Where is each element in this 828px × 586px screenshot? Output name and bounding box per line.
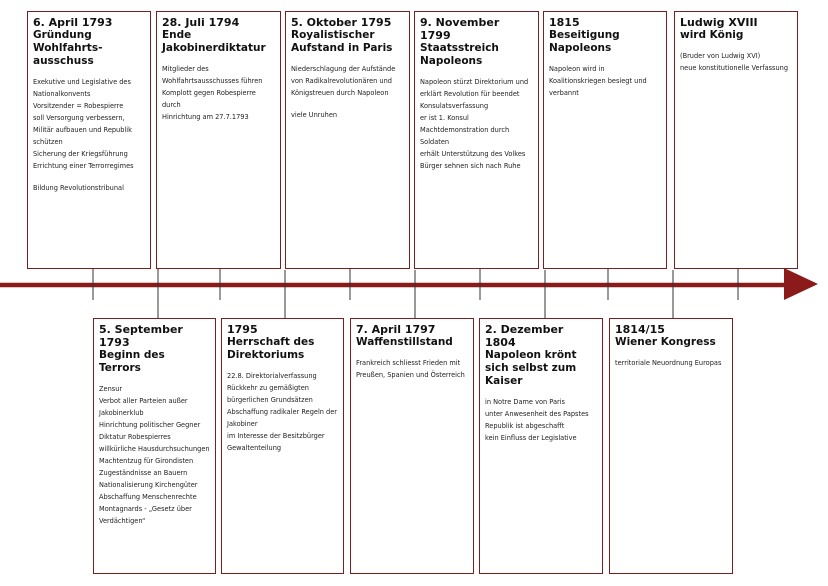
event-title: Beginn des Terrors — [99, 349, 165, 374]
event-card-wiener-kongress — [609, 318, 733, 574]
event-note: Hinrichtung am 27.7.1793 — [162, 113, 249, 121]
event-title: wird König — [680, 29, 744, 41]
event-note: in Notre Dame von Paris — [485, 398, 565, 406]
event-card-beseitigung-napoleons — [543, 11, 667, 269]
event-note: 22.8. Direktorialverfassung — [227, 372, 317, 380]
event-card-staatsstreich — [414, 11, 539, 269]
event-title: Royalistischer Aufstand in Paris — [291, 29, 393, 54]
event-date: Ludwig XVIII — [680, 16, 758, 29]
event-note: Zensur — [99, 385, 123, 393]
event-note: Diktatur Robespierres — [99, 433, 171, 441]
event-note: Zugeständnisse an Bauern — [99, 469, 188, 477]
timeline-arrowhead — [784, 268, 818, 300]
event-card-beginn-des-terrors — [93, 318, 216, 574]
event-note: Machtdemonstration durch Soldaten — [420, 126, 510, 146]
event-card-kaiserkroenung — [479, 318, 603, 574]
event-note: Mitglieder des Wohlfahrtsausschusses führen Komplott gegen Robespierre durch — [162, 65, 263, 109]
event-title: Gründung Wohlfahrts-ausschuss — [33, 29, 103, 67]
event-note: Bürger sehnen sich nach Ruhe — [420, 162, 521, 170]
event-title: Herrschaft des Direktoriums — [227, 336, 315, 361]
event-note: er ist 1. Konsul — [420, 114, 469, 122]
event-date: 28. Juli 1794 — [162, 16, 240, 29]
event-note: kein Einfluss der Legislative — [485, 434, 577, 442]
event-title: Staatsstreich Napoleons — [420, 42, 499, 67]
event-note: Napoleon wird in Koalitionskriegen besiegt und verbannt — [549, 65, 647, 97]
event-note: soll Versorgung verbessern, Militär aufbauen und Republik schützen — [33, 114, 132, 146]
event-note: Bildung Revolutionstribunal — [33, 184, 124, 192]
event-card-ende-jakobinerdiktatur — [156, 11, 281, 269]
event-note: neue konstitutionelle Verfassung — [680, 64, 789, 72]
event-note: Frankreich schliesst Frieden mit Preußen, Spanien und Österreich — [356, 359, 465, 379]
event-note: Abschaffung radikaler Regeln der Jakobiner — [227, 408, 338, 428]
event-card-direktorium — [221, 318, 344, 574]
event-note: territoriale Neuordnung Europas — [615, 359, 722, 367]
event-note: Konsulatsverfassung — [420, 102, 489, 110]
event-note: Montagnards - „Gesetz über Verdächtigen“ — [99, 505, 192, 525]
event-date: 2. Dezember 1804 — [485, 323, 564, 349]
event-note: Verbot aller Parteien außer Jakobinerklub — [99, 397, 188, 417]
event-title: Waffenstillstand — [356, 336, 453, 348]
event-title: Wiener Kongress — [615, 336, 716, 348]
event-note: Vorsitzender = Robespierre — [33, 102, 124, 110]
event-note: Napoleon stürzt Direktorium und erklärt Revolution für beendet — [420, 78, 529, 98]
event-date: 1814/15 — [615, 323, 665, 336]
event-note: willkürliche Hausdurchsuchungen — [99, 445, 210, 453]
event-date: 5. September 1793 — [99, 323, 183, 349]
event-card-wohlfahrtsausschuss — [27, 11, 151, 269]
event-note: erhält Unterstützung des Volkes — [420, 150, 526, 158]
event-title: Beseitigung Napoleons — [549, 29, 620, 54]
event-note: Gewaltenteilung — [227, 444, 282, 452]
event-note: Niederschlagung der Aufstände von Radikalrevolutionären und Königstreuen durch Napoleon — [291, 65, 396, 97]
event-note: (Bruder von Ludwig XVI) — [680, 52, 761, 60]
event-note: Exekutive und Legislative des Nationalkonvents — [33, 78, 131, 98]
event-note: Nationalisierung Kirchengüter — [99, 481, 198, 489]
event-title: Ende Jakobinerdiktatur — [162, 29, 266, 54]
event-date: 7. April 1797 — [356, 323, 436, 336]
event-date: 6. April 1793 — [33, 16, 113, 29]
event-note: im Interesse der Besitzbürger — [227, 432, 325, 440]
event-date: 5. Oktober 1795 — [291, 16, 392, 29]
event-note: Republik ist abgeschafft — [485, 422, 565, 430]
event-note: Sicherung der Kriegsführung — [33, 150, 128, 158]
event-date: 1795 — [227, 323, 258, 336]
event-title: Napoleon krönt sich selbst zum Kaiser — [485, 349, 577, 387]
event-note: Machtentzug für Girondisten — [99, 457, 194, 465]
event-note: Hinrichtung politischer Gegner — [99, 421, 201, 429]
event-card-waffenstillstand — [350, 318, 474, 574]
event-date: 9. November 1799 — [420, 16, 500, 42]
event-note: Rückkehr zu gemäßigten bürgerlichen Grundsätzen — [227, 384, 313, 404]
event-note: unter Anwesenheit des Papstes — [485, 410, 589, 418]
event-card-royalistischer-aufstand — [285, 11, 410, 269]
event-note: viele Unruhen — [291, 111, 338, 119]
timeline-ticks — [93, 268, 738, 318]
event-note: Abschaffung Menschenrechte — [99, 493, 197, 501]
event-card-ludwig-xviii — [674, 11, 798, 269]
event-date: 1815 — [549, 16, 580, 29]
event-note: Errichtung einer Terrorregimes — [33, 162, 134, 170]
